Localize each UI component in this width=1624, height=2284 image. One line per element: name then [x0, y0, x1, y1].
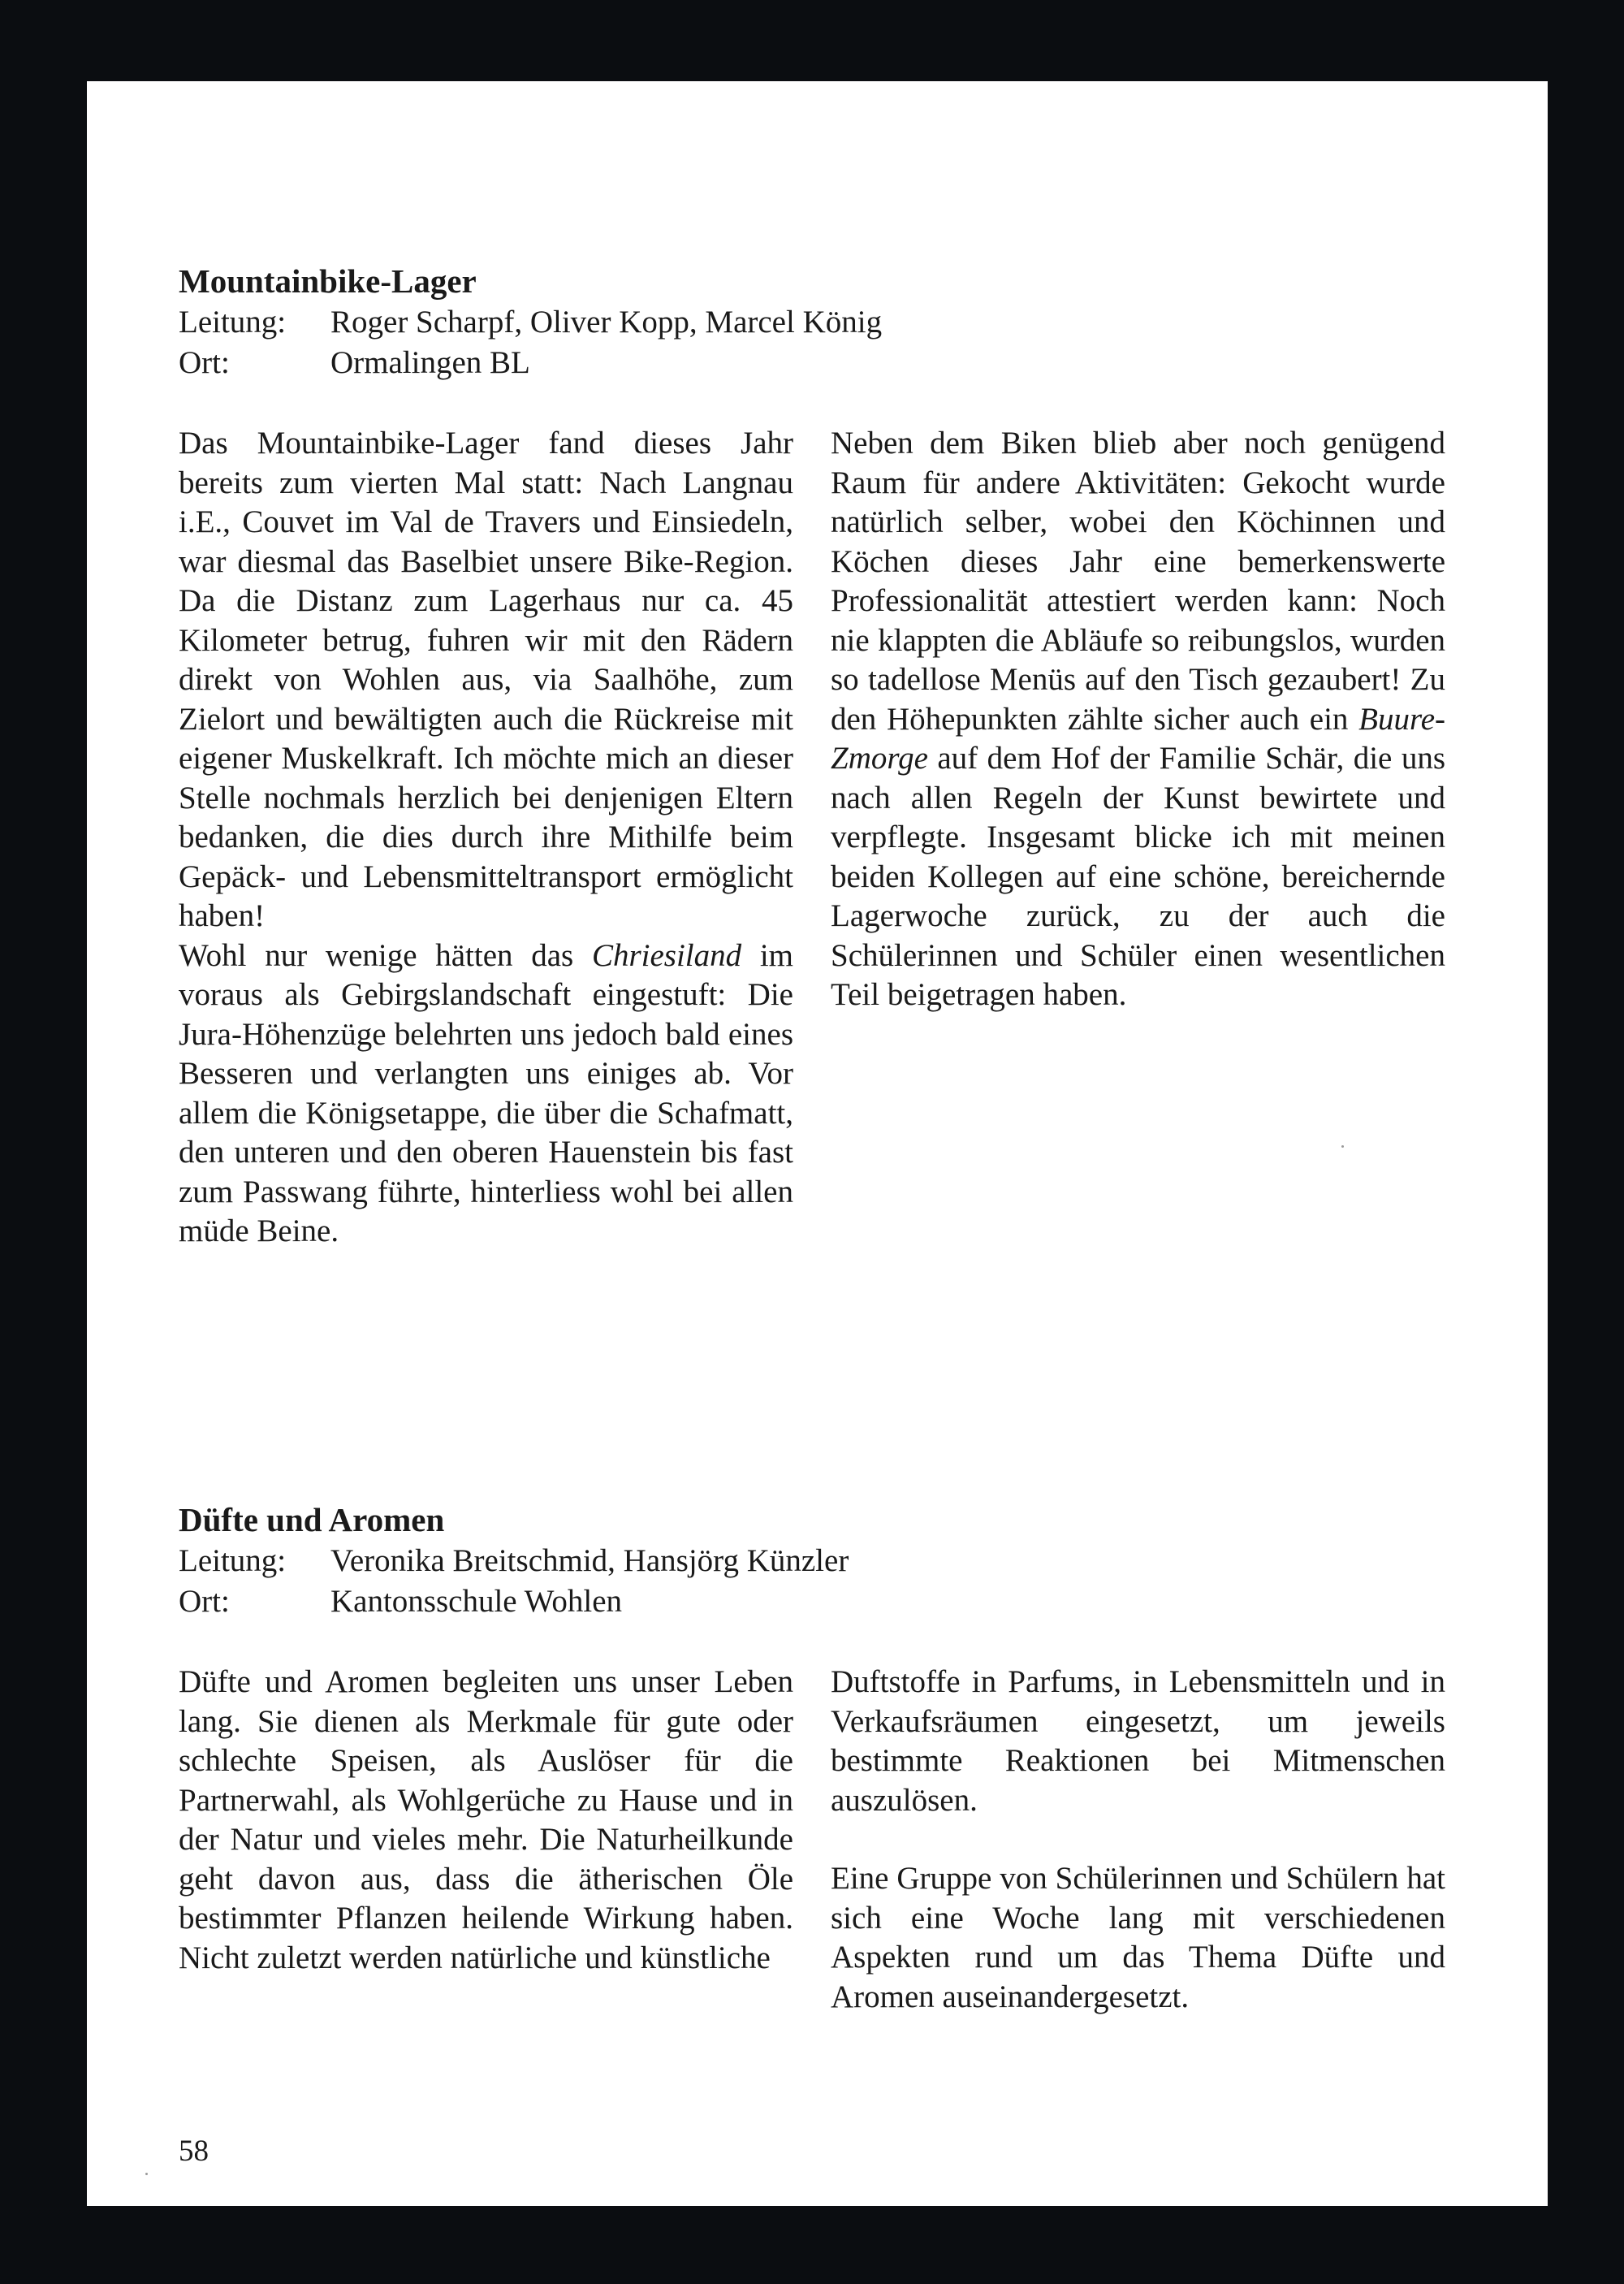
paragraph-text: Eine Gruppe von Schülerinnen und Schülern hat sich eine Woche lang mit verschiedenen Aspekten rund um das Thema Düfte und Aromen auseinandergesetzt. [831, 1861, 1445, 2014]
leitung-value: Veronika Breitschmid, Hansjörg Künzler [330, 1543, 849, 1578]
scan-speck [145, 2173, 148, 2175]
ort-label: Ort: [179, 345, 230, 380]
section-meta [179, 1541, 1445, 1622]
scan-speck [1341, 1145, 1344, 1148]
ort-label: Ort: [179, 1584, 230, 1619]
paragraph-text: auf dem Hof der Familie Schär, die uns nach allen Regeln der Kunst bewirtete und verpflegte. Insgesamt blicke ich mit meinen beiden Kollegen auf eine schöne, bereichernde Lagerwoche zurück, zu der auch die Schülerinnen und Schüler einen wesentlichen Teil beigetragen haben. [831, 741, 1445, 1012]
leitung-row [179, 302, 1445, 343]
paragraph-text: Wohl nur wenige hätten das [179, 937, 592, 973]
paragraph-text: Duftstoffe in Parfums, in Lebensmitteln und in Verkaufsräumen eingesetzt, um jeweils bestimmte Reaktionen bei Mitmenschen auszulösen. [831, 1664, 1445, 1818]
left-column [179, 1663, 793, 2017]
paragraph [831, 1663, 1445, 1820]
paragraph [179, 424, 793, 937]
paragraph [179, 937, 793, 1252]
right-column [831, 424, 1445, 1252]
paragraph [179, 1663, 793, 1978]
emphasis-text: Buure-Zmorge [831, 701, 1445, 776]
paragraph-text: Neben dem Biken blieb aber noch genügend Raum für andere Aktivitäten: Gekocht wurde natürlich selber, wobei den Köchinnen und Köchen dieses Jahr eine bemerkenswerte Professionalität attestiert werden kann: Noch nie klappten die Abläufe so reibungslos, wurden so tadellose Menüs auf den Tisch gezaubert! Zu den Höhepunkten zählte sicher auch ein [831, 426, 1445, 737]
body-columns [179, 1663, 1445, 2017]
left-column [179, 424, 793, 1252]
ort-row [179, 1581, 1445, 1622]
ort-value: Kantonsschule Wohlen [330, 1584, 622, 1619]
section-duefte-und-aromen [179, 1499, 1445, 2017]
paragraph-text: im voraus als Gebirgslandschaft eingestuft: Die Jura-Höhenzüge belehrten uns jedoch bald eines Besseren und verlangten uns einiges ab. Vor allem die Königsetappe, die über die Schafmatt, den unteren und den oberen Hauenstein bis fast zum Passwang führte, hinterliess wohl bei allen müde Beine. [179, 937, 793, 1248]
paragraph-text: Düfte und Aromen begleiten uns unser Leben lang. Sie dienen als Merkmale für gute oder schlechte Speisen, als Auslöser für die Partnerwahl, als Wohlgerüche zu Hause und in der Natur und vieles mehr. Die Naturheilkunde geht davon aus, dass die ätherischen Öle bestimmter Pflanzen heilende Wirkung haben. Nicht zuletzt werden natürliche und künstliche [179, 1664, 793, 1975]
body-columns [179, 424, 1445, 1252]
ort-value: Ormalingen BL [330, 345, 530, 380]
section-title: Mountainbike-Lager [179, 262, 477, 300]
leitung-label: Leitung: [179, 1543, 287, 1578]
emphasis-text: Chriesiland [591, 937, 742, 973]
document-page [87, 81, 1548, 2206]
section-mountainbike-lager [179, 260, 1445, 1252]
paragraph [831, 424, 1445, 1015]
leitung-row [179, 1541, 1445, 1581]
paragraph [831, 1859, 1445, 2017]
page-number: 58 [179, 2135, 209, 2168]
right-column [831, 1663, 1445, 2017]
section-title: Düfte und Aromen [179, 1501, 445, 1538]
paragraph-text: Das Mountainbike-Lager fand dieses Jahr bereits zum vierten Mal statt: Nach Langnau i.E., Couvet im Val de Travers und Einsiedeln, war diesmal das Baselbiet unsere Bike-Region. Da die Distanz zum Lagerhaus nur ca. 45 Kilometer betrug, fuhren wir mit den Rädern direkt von Wohlen aus, via Saalhöhe, zum Zielort und bewältigten auch die Rückreise mit eigener Muskelkraft. Ich möchte mich an dieser Stelle nochmals herzlich bei denjenigen Eltern bedanken, die dies durch ihre Mithilfe beim Gepäck- und Lebensmitteltransport ermöglicht haben! [179, 426, 793, 933]
leitung-label: Leitung: [179, 305, 287, 340]
leitung-value: Roger Scharpf, Oliver Kopp, Marcel König [330, 305, 883, 340]
ort-row [179, 343, 1445, 383]
section-meta [179, 302, 1445, 383]
